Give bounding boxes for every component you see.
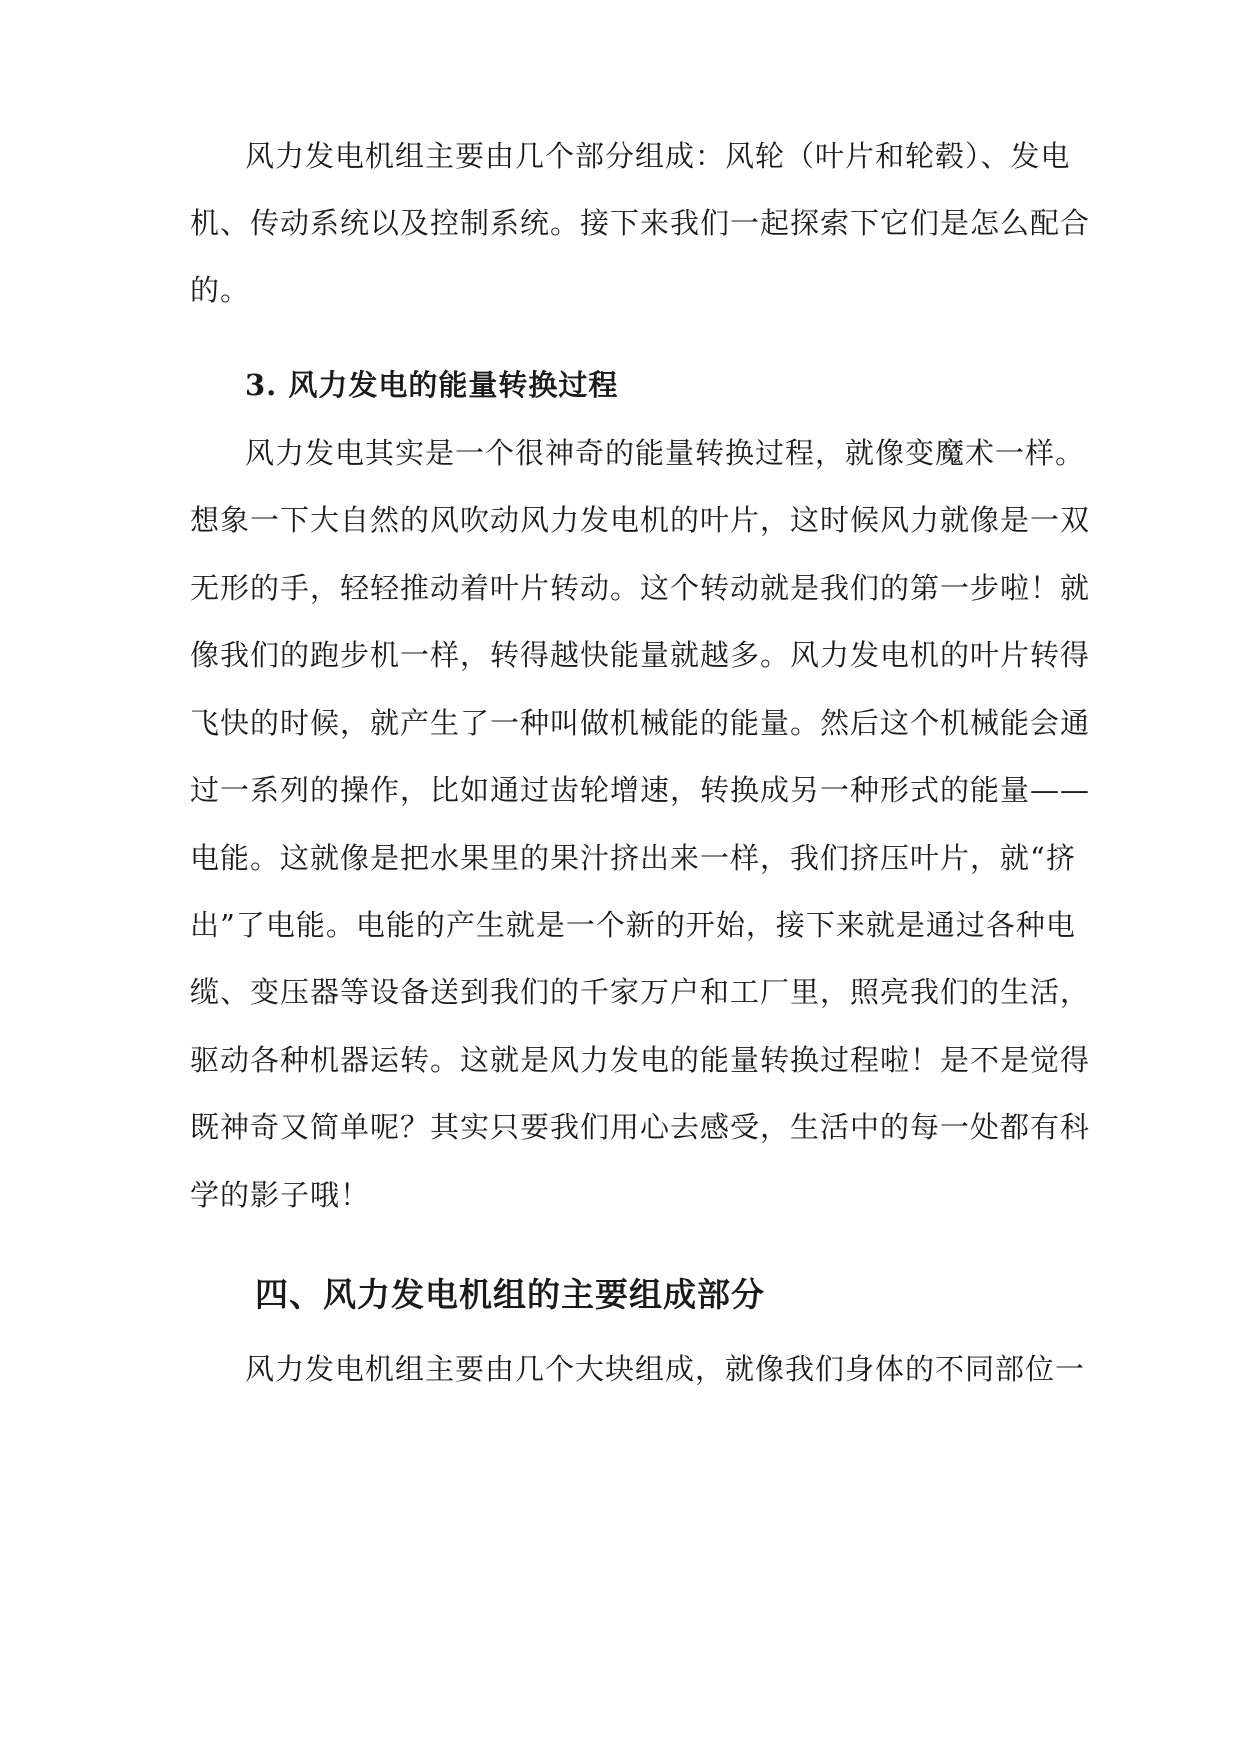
paragraph-line: 既神奇又简单呢？其实只要我们用心去感受，生活中的每一处都有科 bbox=[190, 1110, 1091, 1144]
paragraph-line: 风力发电机组主要由几个大块组成，就像我们身体的不同部位一 bbox=[245, 1352, 1086, 1386]
paragraph-line: 飞快的时候，就产生了一种叫做机械能的能量。然后这个机械能会通 bbox=[190, 706, 1091, 740]
paragraph-line: 学的影子哦！ bbox=[190, 1178, 371, 1212]
paragraph-line: 缆、变压器等设备送到我们的千家万户和工厂里，照亮我们的生活， bbox=[190, 975, 1091, 1009]
paragraph-line: 过一系列的操作，比如通过齿轮增速，转换成另一种形式的能量—— bbox=[190, 773, 1091, 807]
paragraph-line: 电能。这就像是把水果里的果汁挤出来一样，我们挤压叶片，就“挤 bbox=[190, 841, 1076, 875]
paragraph-line: 风力发电其实是一个很神奇的能量转换过程，就像变魔术一样。 bbox=[245, 436, 1086, 470]
paragraph-line: 出”了电能。电能的产生就是一个新的开始，接下来就是通过各种电 bbox=[190, 908, 1076, 942]
paragraph-line: 像我们的跑步机一样，转得越快能量就越多。风力发电机的叶片转得 bbox=[190, 638, 1091, 672]
paragraph-line: 驱动各种机器运转。这就是风力发电的能量转换过程啦！是不是觉得 bbox=[190, 1043, 1091, 1077]
section-subheading: 3. 风力发电的能量转换过程 bbox=[245, 368, 619, 402]
paragraph-line: 的。 bbox=[190, 273, 251, 307]
paragraph-line: 想象一下大自然的风吹动风力发电机的叶片，这时候风力就像是一双 bbox=[190, 503, 1091, 537]
paragraph-line: 风力发电机组主要由几个部分组成：风轮（叶片和轮毂）、发电 bbox=[245, 139, 1071, 173]
paragraph-line: 机、传动系统以及控制系统。接下来我们一起探索下它们是怎么配合 bbox=[190, 206, 1091, 240]
section-heading: 四、风力发电机组的主要组成部分 bbox=[255, 1275, 765, 1314]
paragraph-line: 无形的手，轻轻推动着叶片转动。这个转动就是我们的第一步啦！就 bbox=[190, 571, 1091, 605]
